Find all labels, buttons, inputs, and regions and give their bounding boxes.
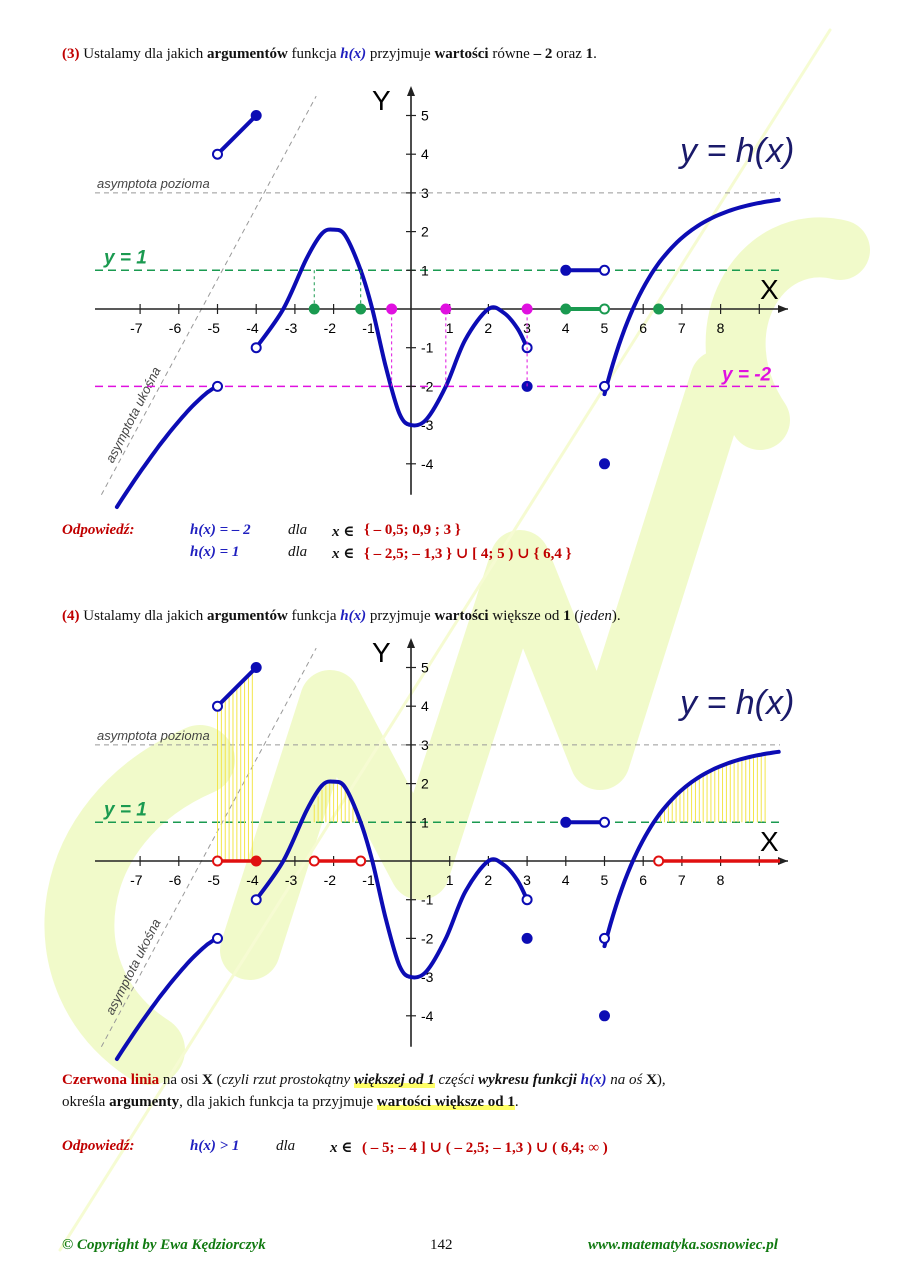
text: (	[212, 1072, 222, 1088]
y-tick-label: -2	[421, 930, 434, 947]
text: przyjmuje	[366, 46, 435, 62]
x-tick-label: -5	[207, 872, 220, 888]
x-tick-label: -4	[246, 320, 259, 336]
oblique-asymptote-label: asymptota ukośna	[102, 364, 164, 466]
y-axis-label: Y	[372, 85, 391, 116]
solution-point	[356, 857, 365, 866]
y-tick-label: -1	[421, 891, 434, 908]
answer-function: h(x) = 1	[190, 544, 240, 560]
section-number: (3)	[62, 46, 80, 62]
closed-point	[561, 818, 570, 827]
x-tick-label: 5	[600, 872, 609, 888]
italic-text: czyli rzut prostokątny	[221, 1072, 354, 1088]
bold-italic-text: wykresu funkcji	[478, 1072, 577, 1088]
x-tick-label: 3	[523, 320, 531, 336]
oblique-asymptote	[101, 648, 316, 1047]
x-tick-label: 7	[677, 872, 686, 888]
curve-segment-right	[605, 752, 779, 946]
open-point	[600, 818, 609, 827]
section4-heading	[62, 608, 621, 625]
bold-text: argumentów	[206, 46, 288, 62]
answer-x-in: x ∈	[332, 546, 355, 562]
x-tick-label: 2	[484, 872, 493, 888]
answer-dla: dla	[288, 522, 308, 538]
text: oraz	[552, 46, 586, 62]
x-tick-label: 2	[484, 320, 493, 336]
y-tick-label: -3	[421, 417, 434, 434]
bold-text: 1	[585, 46, 594, 62]
y-tick-label: 5	[421, 107, 429, 124]
open-point	[600, 266, 609, 275]
bold-text: argumentów	[206, 608, 288, 624]
x-tick-label: -3	[284, 872, 298, 888]
x-tick-label: 4	[561, 320, 570, 336]
answer3-label-box	[62, 522, 135, 539]
y-axis-label: Y	[372, 637, 391, 668]
answer-x-in: x ∈	[332, 524, 355, 540]
bold-text: wartości	[434, 608, 489, 624]
x-tick-label: -3	[284, 320, 298, 336]
y-tick-label: 4	[421, 698, 429, 715]
open-point	[213, 150, 222, 159]
y-tick-label: -2	[421, 378, 434, 395]
text: przyjmuje	[366, 608, 435, 624]
answer-function: h(x) = – 2	[190, 522, 251, 538]
answer-function: h(x) > 1	[190, 1138, 240, 1154]
bold-text: argumenty	[109, 1094, 180, 1110]
oblique-asymptote-label: asymptota ukośna	[102, 916, 164, 1018]
x-tick-label: 8	[716, 320, 725, 336]
x-tick-label: 3	[523, 872, 531, 888]
x-tick-label: 6	[639, 872, 647, 888]
x-tick-label: 1	[445, 872, 454, 888]
open-point	[252, 343, 261, 352]
y-axis-arrow	[407, 638, 415, 648]
x-axis-label: X	[760, 826, 779, 857]
x-tick-label: -2	[323, 320, 337, 336]
y-tick-label: 1	[421, 814, 429, 831]
answer-dla: dla	[276, 1138, 296, 1154]
open-point	[252, 895, 261, 904]
y-tick-label: 2	[421, 223, 429, 240]
answer-label: Odpowiedź:	[62, 1138, 135, 1154]
x-tick-label: -2	[323, 872, 337, 888]
x-tick-label: -4	[246, 872, 259, 888]
line-y-1-label: y = 1	[104, 799, 147, 821]
red-line-label: Czerwona linia	[62, 1072, 160, 1088]
x-tick-label: 5	[600, 320, 609, 336]
solution-point	[523, 305, 532, 314]
solution-point	[600, 305, 609, 314]
function-name: h(x)	[340, 608, 367, 624]
text: .	[593, 46, 597, 62]
text: większe od	[488, 608, 564, 624]
solution-point	[654, 305, 663, 314]
solution-point	[310, 305, 319, 314]
text: funkcja	[287, 46, 341, 62]
answer3-set-1: { – 0,5; 0,9 ; 3 }	[364, 522, 461, 538]
solution-point	[356, 305, 365, 314]
copyright: © Copyright by Ewa Kędziorczyk	[62, 1237, 266, 1253]
text: Ustalamy dla jakich	[79, 608, 207, 624]
line-y-1-label: y = 1	[104, 247, 147, 269]
x-tick-label: -7	[130, 872, 143, 888]
graph-3	[0, 80, 909, 510]
y-tick-label: -3	[421, 969, 434, 986]
horizontal-asymptote-label: asymptota pozioma	[97, 175, 210, 191]
axis-name: X	[646, 1072, 657, 1088]
highlight-text: wartości większe od 1	[376, 1094, 515, 1110]
text: równe	[488, 46, 534, 62]
text: (	[570, 608, 580, 624]
text: Ustalamy dla jakich	[79, 46, 207, 62]
axis-name: X	[202, 1072, 213, 1088]
text: , dla jakich funkcja ta przyjmuje	[179, 1094, 377, 1110]
answer4-set: ( – 5; – 4 ] ∪ ( – 2,5; – 1,3 ) ∪ ( 6,4; ∞ )	[362, 1140, 608, 1156]
text: funkcja	[287, 608, 341, 624]
open-point	[213, 382, 222, 391]
y-tick-label: 2	[421, 775, 429, 792]
open-point	[600, 382, 609, 391]
site-link[interactable]: www.matematyka.sosnowiec.pl	[588, 1237, 778, 1253]
closed-point	[561, 266, 570, 275]
text: na osi	[159, 1072, 202, 1088]
open-point	[213, 702, 222, 711]
italic-text: jeden	[579, 608, 612, 624]
bold-text: – 2	[533, 46, 553, 62]
curve-segment-line	[218, 116, 257, 155]
function-name: h(x)	[576, 1072, 607, 1088]
closed-point	[523, 934, 532, 943]
y-tick-label: 5	[421, 659, 429, 676]
text: ).	[611, 608, 621, 624]
section3-heading	[62, 46, 597, 63]
highlight-text: większej od 1	[353, 1072, 435, 1088]
italic-text: na oś	[606, 1072, 647, 1088]
y-tick-label: 4	[421, 146, 429, 163]
answer-dla: dla	[288, 544, 308, 560]
function-label: y = h(x)	[680, 683, 795, 722]
page-number: 142	[430, 1237, 453, 1253]
solution-point	[213, 857, 222, 866]
italic-text: części	[434, 1072, 479, 1088]
solution-point	[310, 857, 319, 866]
explanation-line1	[62, 1072, 666, 1089]
closed-point	[600, 459, 609, 468]
x-axis-label: X	[760, 274, 779, 305]
bold-text: wartości	[434, 46, 489, 62]
y-tick-label: -4	[421, 455, 434, 472]
y-tick-label: 3	[421, 184, 429, 201]
open-point	[600, 934, 609, 943]
bold-text: 1	[563, 608, 571, 624]
solution-point	[387, 305, 396, 314]
y-axis-arrow	[407, 86, 415, 96]
x-tick-label: 1	[445, 320, 454, 336]
closed-point	[600, 1011, 609, 1020]
answer-x-in: x ∈	[330, 1140, 353, 1156]
x-tick-label: 7	[677, 320, 686, 336]
text: .	[514, 1094, 519, 1110]
open-point	[523, 895, 532, 904]
x-tick-label: 8	[716, 872, 725, 888]
answer-label: Odpowiedź:	[62, 522, 135, 538]
answer3-row1-fn	[190, 522, 251, 539]
solution-point	[252, 857, 261, 866]
graph-4	[0, 632, 909, 1062]
answer4-fn-box	[190, 1138, 239, 1155]
y-tick-label: 1	[421, 262, 429, 279]
solution-point	[561, 305, 570, 314]
section-number: (4)	[62, 608, 80, 624]
y-tick-label: 3	[421, 736, 429, 753]
explanation-line2	[62, 1094, 519, 1111]
horizontal-asymptote-label: asymptota pozioma	[97, 727, 210, 743]
answer3-row2-fn	[190, 544, 239, 561]
x-tick-label: -5	[207, 320, 220, 336]
open-point	[213, 934, 222, 943]
oblique-asymptote	[101, 96, 316, 495]
y-tick-label: -4	[421, 1007, 434, 1024]
text: określa	[62, 1094, 110, 1110]
x-tick-label: -6	[168, 320, 182, 336]
x-tick-label: 6	[639, 320, 647, 336]
line-y-minus-2-label: y = -2	[722, 364, 772, 386]
y-tick-label: -1	[421, 339, 434, 356]
x-tick-label: -1	[362, 872, 375, 888]
x-tick-label: -1	[362, 320, 375, 336]
solution-point	[441, 305, 450, 314]
closed-point	[252, 111, 261, 120]
x-tick-label: -6	[168, 872, 182, 888]
answer3-set-2: { – 2,5; – 1,3 } ∪ [ 4; 5 ) ∪ { 6,4 }	[364, 546, 572, 562]
x-tick-label: 4	[561, 872, 570, 888]
solution-point	[654, 857, 663, 866]
closed-point	[252, 663, 261, 672]
text: ),	[656, 1072, 666, 1088]
x-tick-label: -7	[130, 320, 143, 336]
x-axis-arrow	[778, 305, 788, 313]
function-name: h(x)	[340, 46, 367, 62]
function-label: y = h(x)	[680, 131, 795, 170]
